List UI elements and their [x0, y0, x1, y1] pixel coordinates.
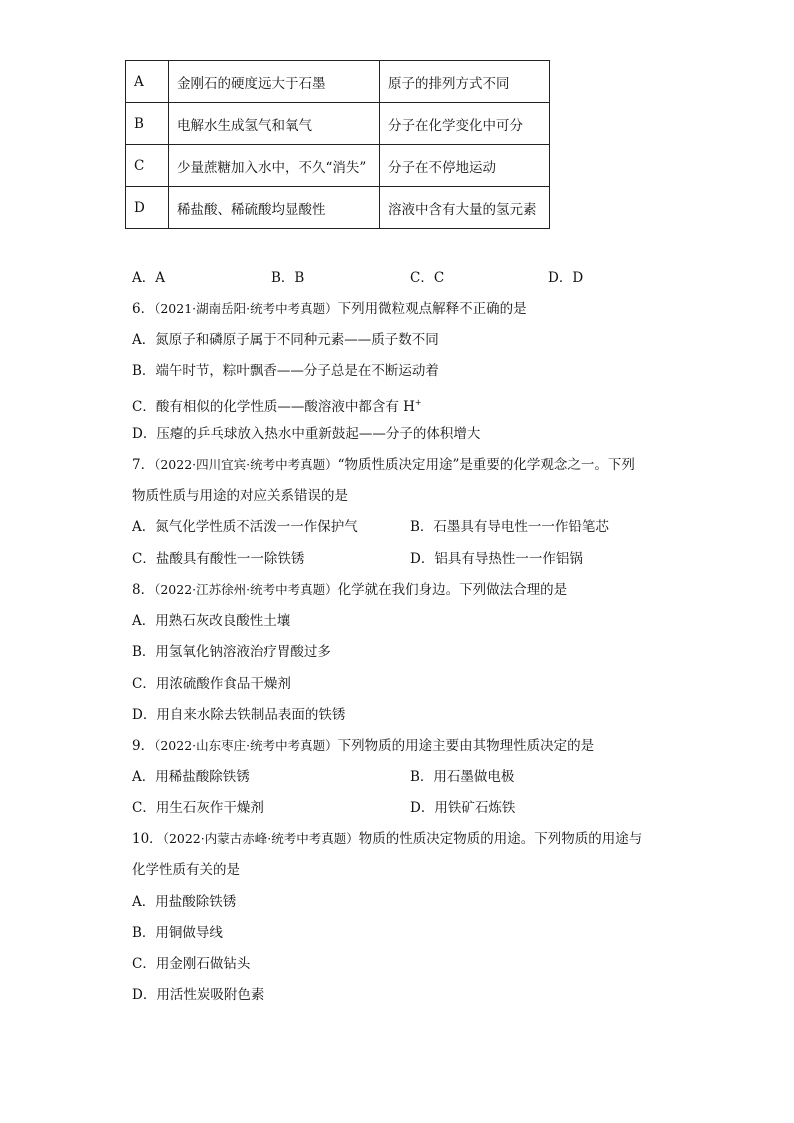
q8-number: 8． [132, 582, 155, 598]
q7-number: 7． [132, 457, 155, 473]
q5-option-b: B．B [271, 270, 305, 286]
table-row [126, 187, 550, 229]
table-row [126, 145, 550, 187]
q7-stem [132, 455, 635, 475]
row-label: D [126, 187, 169, 229]
q10-option-c: C．用金刚石做钻头 [132, 956, 251, 972]
row-label: B [126, 103, 169, 145]
q6-stem [132, 299, 527, 319]
table-row [126, 103, 550, 145]
q9-number: 9． [132, 738, 155, 754]
comparison-table [125, 60, 550, 229]
q6-superscript: + [414, 398, 422, 407]
row-label: C [126, 145, 169, 187]
row-explanation: 分子在化学变化中可分 [380, 103, 550, 145]
q10-option-b: B．用铜做导线 [132, 925, 223, 941]
q9-stem-text: 下列物质的用途主要由其物理性质决定的是 [337, 738, 595, 754]
q10-option-d: D．用活性炭吸附色素 [132, 987, 265, 1003]
q9-stem [132, 736, 594, 756]
q6-stem-text: 下列用微粒观点解释不正确的是 [337, 301, 527, 317]
q7-option-d: D．铝具有导热性一一作铝锅 [410, 551, 583, 567]
q5-option-d: D．D [548, 270, 584, 286]
q8-stem [132, 580, 567, 600]
q7-stem-line2: 物质性质与用途的对应关系错误的是 [132, 488, 348, 504]
q10-number: 10． [132, 831, 163, 847]
q9-option-a: A．用稀盐酸除铁锈 [132, 769, 250, 785]
q7-option-a: A．氮气化学性质不活泼一一作保护气 [132, 519, 358, 535]
q10-source: （2022·内蒙古赤峰·统考中考真题） [162, 831, 359, 846]
q7-stem-line1: “物质性质决定用途”是重要的化学观念之一。下列 [337, 457, 635, 473]
row-fact: 金刚石的硬度远大于石墨 [169, 61, 380, 103]
q7-option-c: C．盐酸具有酸性一一除铁锈 [132, 551, 305, 567]
q7-source: （2022·四川宜宾·统考中考真题） [154, 457, 338, 472]
q7-option-b: B．石墨具有导电性一一作铅笔芯 [410, 519, 609, 535]
q10-stem [132, 829, 642, 849]
row-fact: 稀盐酸、稀硫酸均显酸性 [169, 187, 380, 229]
row-explanation: 溶液中含有大量的氢元素 [380, 187, 550, 229]
q8-option-d: D．用自来水除去铁制品表面的铁锈 [132, 707, 346, 723]
q6-option-c-text: C．酸有相似的化学性质——酸溶液中都含有 H [132, 399, 415, 415]
q6-option-a: A．氮原子和磷原子属于不同种元素——质子数不同 [132, 332, 439, 348]
q6-source: （2021·湖南岳阳·统考中考真题） [154, 301, 338, 316]
q8-option-c: C．用浓硫酸作食品干燥剂 [132, 676, 291, 692]
row-explanation: 分子在不停地运动 [380, 145, 550, 187]
row-fact: 少量蔗糖加入水中，不久“消失” [169, 145, 380, 187]
row-explanation: 原子的排列方式不同 [380, 61, 550, 103]
row-label: A [126, 61, 169, 103]
q6-option-b: B．端午时节，粽叶飘香——分子总是在不断运动着 [132, 363, 439, 379]
table-row [126, 61, 550, 103]
q9-option-b: B．用石墨做电极 [410, 769, 515, 785]
q8-source: （2022·江苏徐州·统考中考真题） [154, 582, 338, 597]
q9-source: （2022·山东枣庄·统考中考真题） [154, 738, 338, 753]
row-fact: 电解水生成氢气和氧气 [169, 103, 380, 145]
q8-option-b: B．用氢氧化钠溶液治疗胃酸过多 [132, 644, 331, 660]
q10-stem-line1: 物质的性质决定物质的用途。下列物质的用途与 [358, 831, 643, 847]
q8-option-a: A．用熟石灰改良酸性土壤 [132, 613, 291, 629]
q6-option-d: D．压瘪的乒乓球放入热水中重新鼓起——分子的体积增大 [132, 426, 481, 442]
q5-option-a: A．A [132, 270, 165, 286]
q6-option-c [132, 393, 422, 417]
q6-number: 6． [132, 301, 155, 317]
q9-option-c: C．用生石灰作干燥剂 [132, 800, 264, 816]
q5-option-c: C．C [410, 270, 445, 286]
q10-stem-line2: 化学性质有关的是 [132, 862, 240, 878]
q9-option-d: D．用铁矿石炼铁 [410, 800, 516, 816]
q10-option-a: A．用盐酸除铁锈 [132, 894, 237, 910]
q8-stem-text: 化学就在我们身边。下列做法合理的是 [337, 582, 568, 598]
